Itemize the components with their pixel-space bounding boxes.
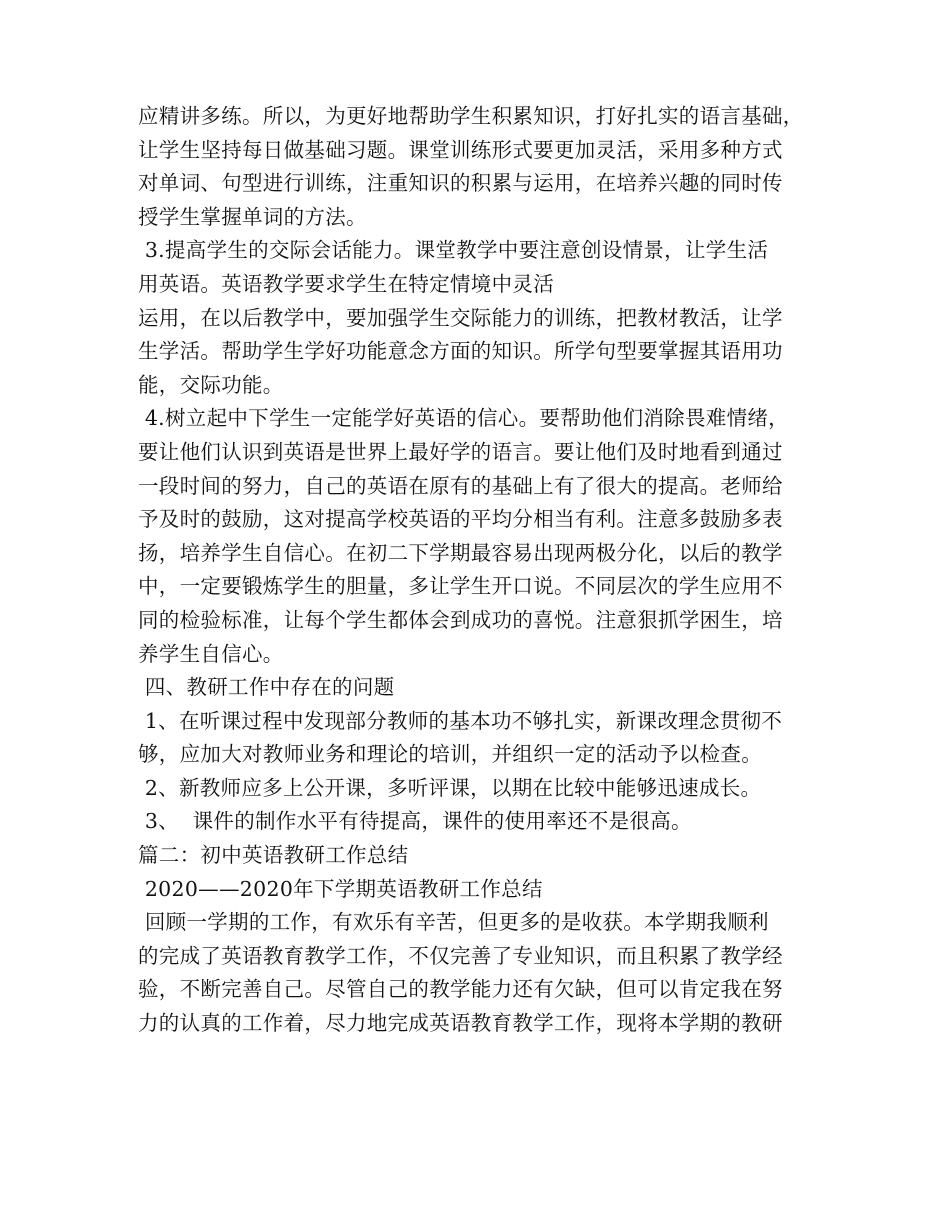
text-line: 的完成了英语教育教学工作，不仅完善了专业知识，而且积累了教学经 xyxy=(138,943,783,968)
text-line: 养学生自信心。 xyxy=(138,641,284,666)
text-line: 一段时间的努力，自己的英语在原有的基础上有了很大的提高。老师给 xyxy=(138,473,783,498)
text-line: 中，一定要锻炼学生的胆量，多让学生开口说。不同层次的学生应用不 xyxy=(138,574,783,599)
text-line: 能，交际功能。 xyxy=(138,372,284,397)
text-line: 同的检验标准，让每个学生都体会到成功的喜悦。注意狠抓学困生，培 xyxy=(138,607,783,632)
text-line: 够，应加大对教师业务和理论的培训，并组织一定的活动予以检查。 xyxy=(138,742,762,767)
text-line: 扬，培养学生自信心。在初二下学期最容易出现两极分化，以后的教学 xyxy=(138,540,783,565)
text-line: 力的认真的工作着，尽力地完成英语教育教学工作，现将本学期的教研 xyxy=(138,1011,783,1036)
chapter-heading: 篇二：初中英语教研工作总结 xyxy=(138,843,409,868)
text-line: 4.树立起中下学生一定能学好英语的信心。要帮助他们消除畏难情绪， xyxy=(138,406,789,431)
text-line: 生学活。帮助学生学好功能意念方面的知识。所学句型要掌握其语用功 xyxy=(138,339,783,364)
text-line: 让学生坚持每日做基础习题。课堂训练形式要更加灵活，采用多种方式 xyxy=(138,137,783,162)
text-line: 对单词、句型进行训练，注重知识的积累与运用，在培养兴趣的同时传 xyxy=(138,171,783,196)
text-line: 回顾一学期的工作，有欢乐有辛苦，但更多的是收获。本学期我顺利 xyxy=(138,910,769,935)
text-line: 3.提高学生的交际会话能力。课堂教学中要注意创设情景，让学生活 xyxy=(138,238,769,263)
text-line: 授学生掌握单词的方法。 xyxy=(138,204,367,229)
document-body xyxy=(138,100,828,1041)
text-line: 验，不断完善自己。尽管自己的教学能力还有欠缺，但可以肯定我在努 xyxy=(138,977,783,1002)
text-line: 1、在听课过程中发现部分教师的基本功不够扎实，新课改理念贯彻不 xyxy=(138,708,783,733)
text-line: 予及时的鼓励，这对提高学校英语的平均分相当有利。注意多鼓励多表 xyxy=(138,507,783,532)
text-line: 2、新教师应多上公开课，多听评课，以期在比较中能够迅速成长。 xyxy=(138,775,762,800)
section-heading: 四、教研工作中存在的问题 xyxy=(138,675,395,700)
report-title: 2020——2020年下学期英语教研工作总结 xyxy=(138,876,543,901)
text-line: 3、 课件的制作水平有待提高，课件的使用率还不是很高。 xyxy=(138,809,692,834)
text-line: 用英语。英语教学要求学生在特定情境中灵活 xyxy=(138,271,554,296)
text-line: 运用，在以后教学中，要加强学生交际能力的训练，把教材教活，让学 xyxy=(138,305,783,330)
text-line: 要让他们认识到英语是世界上最好学的语言。要让他们及时地看到通过 xyxy=(138,439,783,464)
text-line: 应精讲多练。所以，为更好地帮助学生积累知识，打好扎实的语言基础， xyxy=(138,104,804,128)
